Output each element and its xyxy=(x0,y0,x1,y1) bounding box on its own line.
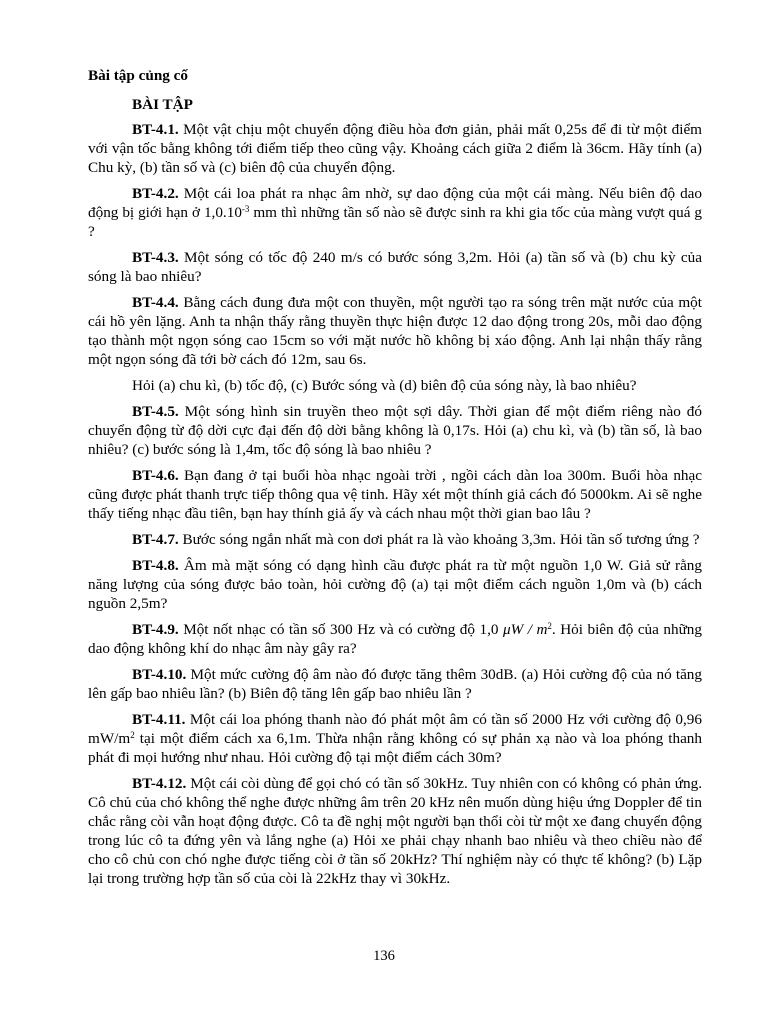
exercise-bt-4-4-question xyxy=(88,376,702,395)
exercise-text: Một mức cường độ âm nào đó được tăng thêm 30dB. (a) Hỏi cường độ của nó tăng lên gấp bao nhiêu lần? (b) Biên độ tăng lên gấp bao nhiêu lần ? xyxy=(88,666,702,702)
exercise-text: tại một điểm cách xa 6,1m. Thừa nhận rằng không có sự phản xạ nào và loa phóng thanh phát đi mọi hướng như nhau. Hỏi cường độ tại một điểm cách 30m? xyxy=(88,730,702,766)
exercise-bt-4-9 xyxy=(88,620,702,658)
unit: μW / m xyxy=(502,621,548,638)
page-number: 136 xyxy=(373,948,395,964)
exercise-label: BT-4.2. xyxy=(132,185,179,202)
exponent: -3 xyxy=(241,204,250,214)
document-heading: Bài tập củng cố xyxy=(88,67,188,84)
exercise-bt-4-1 xyxy=(88,120,702,177)
exercise-bt-4-12 xyxy=(88,774,702,888)
exercise-bt-4-10 xyxy=(88,665,702,703)
exercise-label: BT-4.11. xyxy=(132,711,186,728)
exercise-text: Âm mà mặt sóng có dạng hình cầu được phát ra từ một nguồn 1,0 W. Giả sử rằng năng lượng của sóng được bảo toàn, hỏi cường độ (a) tại một điểm cách nguồn 1,0m và (b) cách nguồn 2,5m? xyxy=(88,557,702,612)
section-title: BÀI TẬP xyxy=(132,96,193,113)
document-page xyxy=(88,66,702,895)
exercise-bt-4-5 xyxy=(88,402,702,459)
exercise-label: BT-4.5. xyxy=(132,403,179,420)
exercise-bt-4-3 xyxy=(88,248,702,286)
exercise-text: mm thì những tần số nào sẽ được sinh ra khi gia tốc của màng vượt quá g ? xyxy=(88,204,702,240)
exercise-text: Một nốt nhạc có tần số 300 Hz và có cường độ 1,0 xyxy=(178,621,503,638)
exercise-label: BT-4.6. xyxy=(132,467,179,484)
exercise-text: . Hỏi biên độ của những dao động không khí do nhạc âm này gây ra? xyxy=(88,621,702,657)
exercise-text: Một cái còi dùng để gọi chó có tần số 30kHz. Tuy nhiên con có không có phản ứng. Cô chủ của chó không thể nghe được những âm trên 20 kHz nên muốn dùng hiệu ứng Doppler để tin chắc rằng còi vẫn hoạt động được. Cô ta đề nghị một người bạn thổi còi từ một xe đang chuyển động trong lúc cô ta đứng yên và lắng nghe (a) Hỏi xe phải chạy nhanh bao nhiêu và theo chiều nào để cho cô chủ con chó nghe được tiếng còi ở tần số 20kHz? Thí nghiệm này có thực tế không? (b) Lặp lại trong trường hợp tần số của còi là 22kHz thay vì 30kHz. xyxy=(88,775,702,887)
exercise-label: BT-4.4. xyxy=(132,294,179,311)
exponent: 2 xyxy=(130,730,135,740)
exercise-label: BT-4.12. xyxy=(132,775,187,792)
exercise-bt-4-7 xyxy=(88,530,702,549)
exercise-label: BT-4.3. xyxy=(132,249,179,266)
exercise-text: Một sóng hình sin truyền theo một sợi dây. Thời gian để một điểm riêng nào đó chuyển động từ độ dời cực đại đến độ dời bằng không là 0,17s. Hỏi (a) chu kì, và (b) tần số, là bao nhiêu? (c) bước sóng là 1,4m, tốc độ sóng là bao nhiêu ? xyxy=(88,403,702,458)
exercise-bt-4-4 xyxy=(88,293,702,369)
exercise-label: BT-4.9. xyxy=(132,621,179,638)
exercise-bt-4-8 xyxy=(88,556,702,613)
exercise-bt-4-2 xyxy=(88,184,702,241)
exercise-text: Một cái loa phát ra nhạc âm nhờ, sự dao động của một cái màng. Nếu biên độ dao động bị giới hạn ở 1,0.10 xyxy=(88,185,702,221)
exercise-label: BT-4.7. xyxy=(132,531,179,548)
exercise-text: Bước sóng ngắn nhất mà con dơi phát ra là vào khoảng 3,3m. Hỏi tần số tương ứng ? xyxy=(178,531,700,548)
exercise-text: Hỏi (a) chu kì, (b) tốc độ, (c) Bước sóng và (d) biên độ của sóng này, là bao nhiêu? xyxy=(132,377,637,394)
exercise-text: Bạn đang ở tại buổi hòa nhạc ngoài trời , ngồi cách dàn loa 300m. Buổi hòa nhạc cũng được phát thanh trực tiếp thông qua vệ tinh. Hãy xét một thính giả cách đó 5000km. Ai sẽ nghe thấy tiếng nhạc đầu tiên, bạn hay thính giả ấy và cách nhau một thời gian bao lâu ? xyxy=(88,467,702,522)
exercise-text: Một sóng có tốc độ 240 m/s có bước sóng 3,2m. Hỏi (a) tần số và (b) chu kỳ của sóng là bao nhiêu? xyxy=(88,249,702,285)
exercise-text: Một cái loa phóng thanh nào đó phát một âm có tần số 2000 Hz với cường độ 0,96 mW/m xyxy=(88,711,702,747)
exercise-label: BT-4.8. xyxy=(132,557,179,574)
exercise-bt-4-6 xyxy=(88,466,702,523)
exercise-text: Một vật chịu một chuyển động điều hòa đơn giản, phải mất 0,25s để đi từ một điểm với vận tốc bằng không tới điểm tiếp theo cũng vậy. Khoảng cách giữa 2 điểm là 36cm. Hãy tính (a) Chu kỳ, (b) tần số và (c) biên độ của chuyển động. xyxy=(88,121,702,176)
exercise-text: Bằng cách đung đưa một con thuyền, một người tạo ra sóng trên mặt nước của một cái hồ yên lặng. Anh ta nhận thấy rằng thuyền thực hiện được 12 dao động trong 20s, mỗi dao động tạo thành một ngọn sóng cao 15cm so với mặt nước hồ không bị xáo động. Anh lại nhận thấy rằng một ngọn sóng đã tới bờ cách đó 12m, sau 6s. xyxy=(88,294,702,368)
exercise-bt-4-11 xyxy=(88,710,702,767)
exercise-label: BT-4.1. xyxy=(132,121,179,138)
exponent: 2 xyxy=(547,621,552,631)
exercise-label: BT-4.10. xyxy=(132,666,187,683)
